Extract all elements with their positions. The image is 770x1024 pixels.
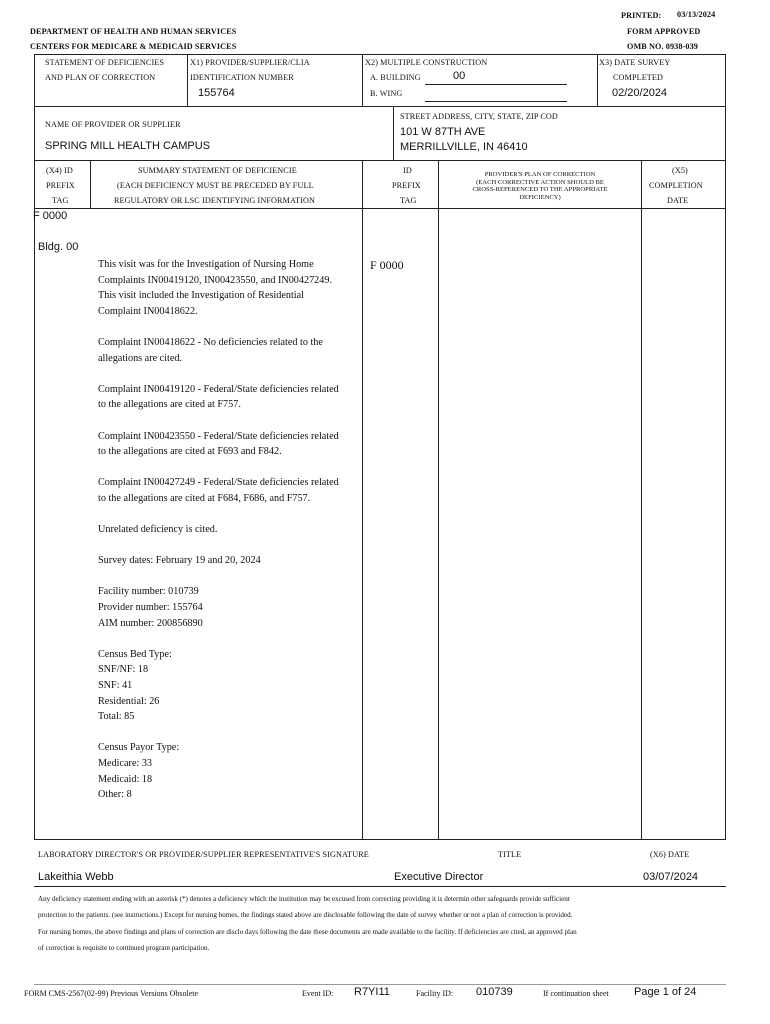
x3-label-2: COMPLETED xyxy=(613,73,664,82)
x4-header-3: TAG xyxy=(52,196,69,205)
col-line-4 xyxy=(641,160,642,839)
x4-header-2: PREFIX xyxy=(46,181,75,190)
x3-label-1: X3) DATE SURVEY xyxy=(599,58,671,67)
plan-header-3: CROSS-REFERENCED TO THE APPROPRIATE xyxy=(472,186,608,194)
address-label: STREET ADDRESS, CITY, STATE, ZIP COD xyxy=(400,112,558,121)
signature-name: Lakeithia Webb xyxy=(38,871,114,883)
census-bed-line: Total: 85 xyxy=(98,711,135,723)
signature-date: 03/07/2024 xyxy=(643,871,699,883)
id-header-1: ID xyxy=(403,166,412,175)
top-box-bottom xyxy=(34,106,726,107)
disclaimer-notice: Any deficiency statement ending with an asterisk (*) denotes a deficiency which the institution may be excused from correcting providing it is determin other safeguards provide sufficient protection to the patients. (see instructions.) Except for nursing homes, the findings stated above are disclosable following the date of survey whether or not a plan of correction is provided. For nursing homes, the above findings and plans of correction are disclo days following the date these documents are made available to the facility. If deficiencies are cited, an approved plan of correction is requisite to continued program participation. xyxy=(38,895,577,952)
top-border xyxy=(34,54,726,55)
wing-label: B. WING xyxy=(370,89,403,98)
plan-header-1: PROVIDER'S PLAN OF CORRECTION xyxy=(484,171,596,178)
x5-header-3: DATE xyxy=(667,196,689,205)
footer-rule xyxy=(34,984,726,985)
form-number: FORM CMS-2567(02-99) Previous Versions Obsolete xyxy=(24,989,199,998)
body-bottom xyxy=(34,839,726,840)
facility-line: Provider number: 155764 xyxy=(98,602,203,614)
signature-label: LABORATORY DIRECTOR'S OR PROVIDER/SUPPLIER REPRESENTATIVE'S SIGNATURE xyxy=(38,850,369,859)
x4-header-1: (X4) ID xyxy=(46,166,73,175)
col-line-1 xyxy=(90,160,91,209)
left-border-body xyxy=(34,160,35,839)
statement-label-2: AND PLAN OF CORRECTION xyxy=(45,73,156,82)
deficiency-narrative xyxy=(98,257,343,803)
date-label: (X6) DATE xyxy=(650,850,690,859)
left-border-provider xyxy=(34,107,35,160)
provider-name-value: SPRING MILL HEALTH CAMPUS xyxy=(45,140,211,152)
building-tag: Bldg. 00 xyxy=(38,241,79,253)
facility-line: Facility number: 010739 xyxy=(98,586,199,598)
left-tag: F 0000 xyxy=(33,210,68,222)
form-approved: FORM APPROVED xyxy=(627,27,701,36)
statement-label-1: STATEMENT OF DEFICIENCIES xyxy=(45,58,165,67)
census-payor-block xyxy=(98,740,343,802)
facility-id-value: 010739 xyxy=(476,986,513,998)
event-id-value: R7YI11 xyxy=(354,986,390,998)
right-border-top xyxy=(725,54,726,106)
continuation-label: If continuation sheet xyxy=(543,989,609,998)
summary-header-3: REGULATORY OR LSC IDENTIFYING INFORMATION xyxy=(114,196,316,205)
wing-underline xyxy=(425,101,567,102)
id-header-2: PREFIX xyxy=(392,181,421,190)
provider-id-value: 155764 xyxy=(198,87,235,99)
provider-name-label: NAME OF PROVIDER OR SUPPLIER xyxy=(45,120,181,129)
box-divider-3 xyxy=(597,54,598,106)
census-payor-line: Other: 8 xyxy=(98,789,132,801)
left-border-top xyxy=(34,54,35,106)
plan-header-2: (EACH CORRECTIVE ACTION SHOULD BE xyxy=(476,178,604,186)
column-header-bottom xyxy=(34,208,726,209)
address-street: 101 W 87TH AVE xyxy=(400,126,486,138)
signature-underline xyxy=(34,886,726,887)
facility-block xyxy=(98,584,343,631)
building-underline xyxy=(425,84,567,85)
census-bed-line: SNF: 41 xyxy=(98,680,133,692)
id-header-3: TAG xyxy=(400,196,417,205)
column-header-top xyxy=(34,160,726,161)
printed-label: PRINTED: xyxy=(621,11,662,20)
narrative-paragraph: Survey dates: February 19 and 20, 2024 xyxy=(98,555,261,567)
box-divider-2 xyxy=(362,54,363,106)
census-payor-line: Medicare: 33 xyxy=(98,758,153,769)
right-border-provider xyxy=(725,107,726,160)
x2-label: X2) MULTIPLE CONSTRUCTION xyxy=(365,58,488,67)
summary-header-2: (EACH DEFICIENCY MUST BE PRECEDED BY FULL xyxy=(117,181,314,190)
title-label: TITLE xyxy=(498,850,522,859)
x1-label-2: IDENTIFICATION NUMBER xyxy=(190,73,294,82)
census-bed-line: Residential: 26 xyxy=(98,695,160,707)
narrative-paragraph: Complaint IN00427249 - Federal/State deficiencies related to the allegations are cited at F684, F686, and F757. xyxy=(98,477,339,504)
box-divider-1 xyxy=(187,54,188,106)
facility-id-label: Facility ID: xyxy=(416,989,454,998)
plan-header xyxy=(442,171,638,201)
department-title: DEPARTMENT OF HEALTH AND HUMAN SERVICES xyxy=(30,27,237,36)
x5-header-1: (X5) xyxy=(672,166,688,175)
facility-line: AIM number: 200856890 xyxy=(98,617,203,629)
col-line-3 xyxy=(438,160,439,839)
building-label: A. BUILDING xyxy=(370,73,421,82)
narrative-paragraph: Complaint IN00423550 - Federal/State deficiencies related to the allegations are cited at F693 and F842. xyxy=(98,430,339,458)
event-id-label: Event ID: xyxy=(302,989,334,998)
census-payor-line: Medicaid: 18 xyxy=(98,773,153,785)
provider-divider xyxy=(393,107,394,160)
centers-title: CENTERS FOR MEDICARE & MEDICAID SERVICES xyxy=(30,42,237,51)
census-bed-line: Census Bed Type: xyxy=(98,648,172,660)
narrative-paragraph: Complaint IN00418622 - No deficiencies related to the allegations are cited. xyxy=(98,336,323,364)
plan-header-4: DEFICIENCY) xyxy=(519,193,561,201)
address-city: MERRILLVILLE, IN 46410 xyxy=(400,141,528,153)
printed-date: 03/13/2024 xyxy=(677,10,716,19)
signature-title: Executive Director xyxy=(394,871,484,883)
x5-header-2: COMPLETION xyxy=(649,181,703,190)
col-line-2 xyxy=(362,160,363,839)
x1-label-1: X1) PROVIDER/SUPPLIER/CLIA xyxy=(190,58,310,67)
right-tag: F 0000 xyxy=(370,258,404,272)
narrative-paragraph: Complaint IN00419120 - Federal/State deficiencies related to the allegations are cited at F757. xyxy=(98,383,339,411)
survey-date-value: 02/20/2024 xyxy=(612,87,668,99)
page-number: Page 1 of 24 xyxy=(634,986,697,998)
census-bed-line: SNF/NF: 18 xyxy=(98,664,149,676)
census-payor-line: Census Payor Type: xyxy=(98,742,180,754)
right-border-body xyxy=(725,160,726,839)
summary-header-1: SUMMARY STATEMENT OF DEFICIENCIE xyxy=(138,166,297,175)
narrative-paragraph: Unrelated deficiency is cited. xyxy=(98,524,218,536)
census-bed-block xyxy=(98,647,343,725)
omb-number: OMB NO. 0938-039 xyxy=(627,42,698,51)
building-value: 00 xyxy=(453,70,466,82)
narrative-paragraph: This visit was for the Investigation of Nursing Home Complaints IN00419120, IN00423550, and IN00427249. This visit included the Investigation of Residential Complaint IN00418622. xyxy=(98,259,333,317)
